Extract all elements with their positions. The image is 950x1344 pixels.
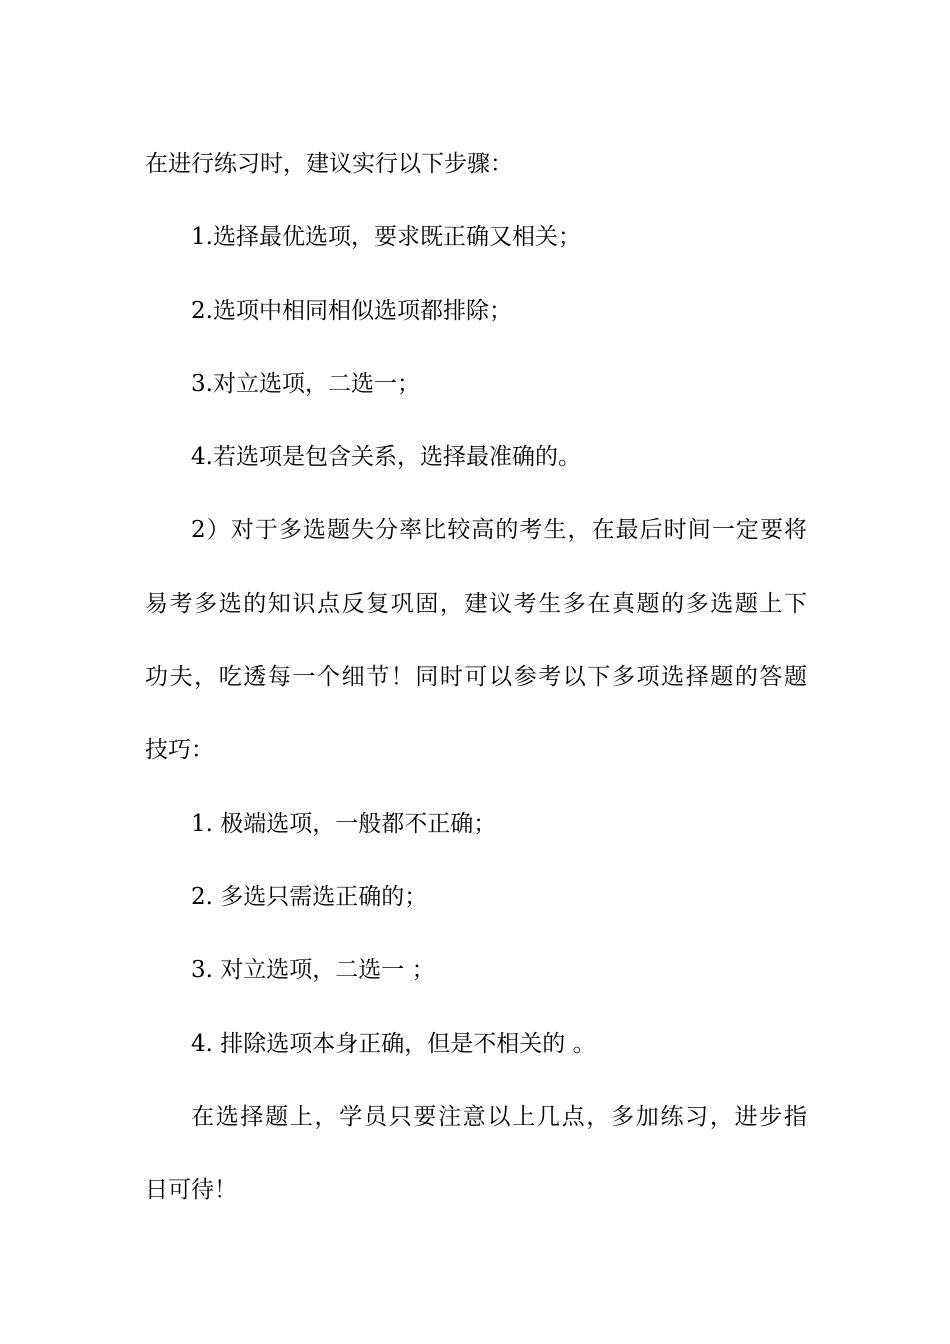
closing-line-2: 日可待！ <box>145 1177 237 1204</box>
multi-step-3: 3. 对立选项，二选一 ； <box>191 957 435 984</box>
intro-line: 在进行练习时，建议实行以下步骤： <box>145 151 513 177</box>
multi-step-4: 4. 排除选项本身正确，但是不相关的 。 <box>191 1030 596 1057</box>
document-body <box>145 128 807 1227</box>
multi-paragraph-line-4: 技巧： <box>145 737 214 764</box>
closing-line-1: 在选择题上，学员只要注意以上几点，多加练习，进步指 <box>191 1103 807 1130</box>
multi-paragraph-line-1: 2）对于多选题失分率比较高的考生，在最后时间一定要将 <box>191 517 807 544</box>
single-step-3: 3.对立选项，二选一； <box>191 370 420 397</box>
single-step-1: 1.选择最优选项，要求既正确又相关； <box>191 224 581 251</box>
multi-step-1: 1. 极端选项，一般都不正确； <box>191 810 497 837</box>
single-step-2: 2.选项中相同相似选项都排除； <box>191 297 512 324</box>
single-step-4: 4.若选项是包含关系，选择最准确的。 <box>191 444 581 471</box>
multi-paragraph-line-2: 易考多选的知识点反复巩固，建议考生多在真题的多选题上下 <box>145 590 807 617</box>
multi-paragraph-line-3: 功夫，吃透每一个细节！同时可以参考以下多项选择题的答题 <box>145 664 807 691</box>
multi-step-2: 2. 多选只需选正确的； <box>191 883 428 910</box>
